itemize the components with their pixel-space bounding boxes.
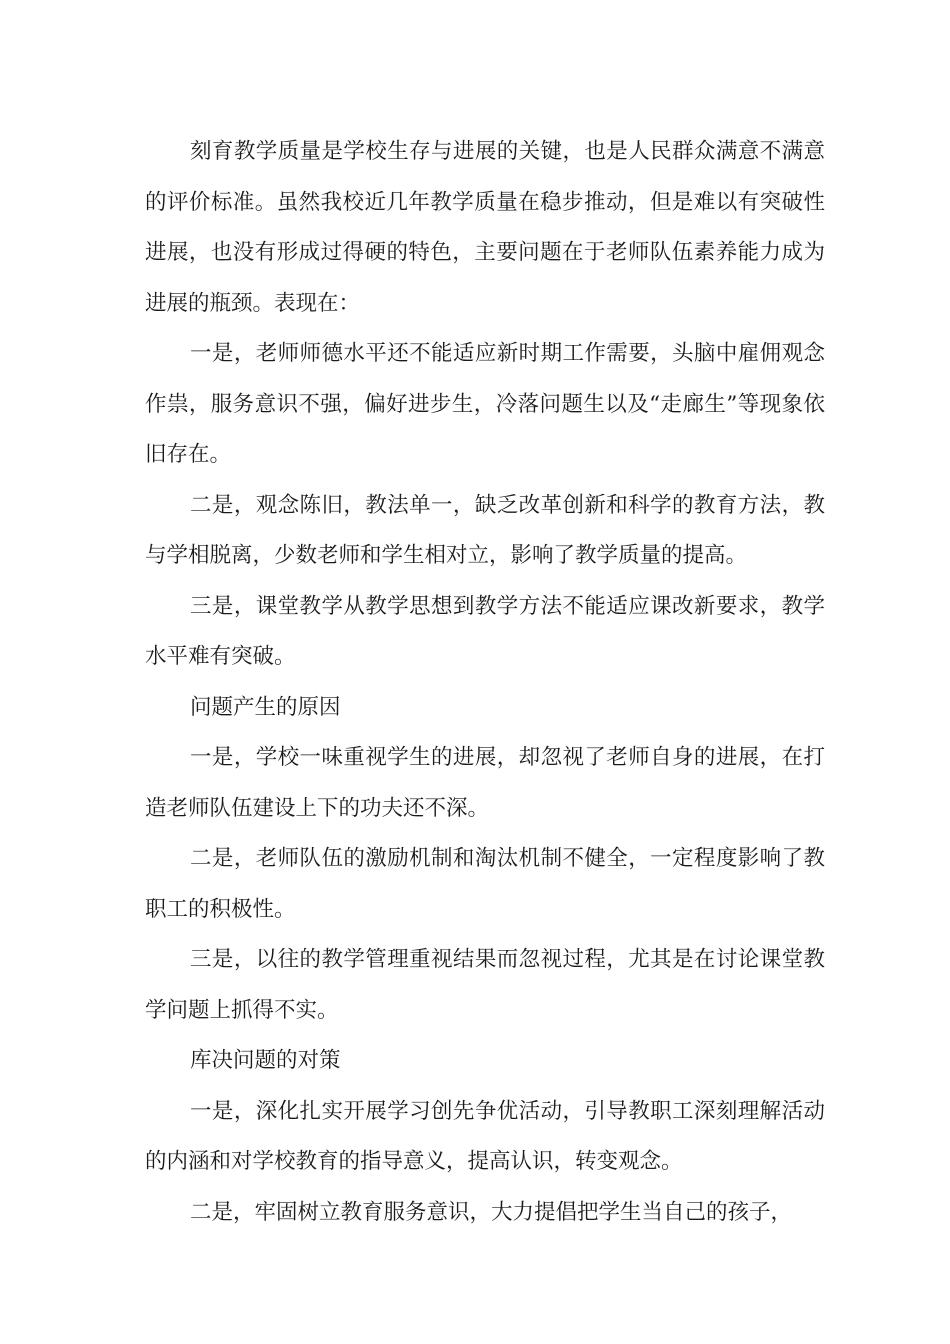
paragraph-problem-1: 一是，老师师德水平还不能适应新时期工作需要，头脑中雇佣观念作祟，服务意识不强，偏好进步生，冷落问题生以及“走廊生”等现象依旧存在。 [145, 341, 825, 467]
paragraph-problem-2: 二是，观念陈旧，教法单一，缺乏改革创新和科学的教育方法，教与学相脱离，少数老师和学生相对立，影响了教学质量的提高。 [145, 492, 825, 568]
section-heading-solutions: 库决问题的对策 [190, 1048, 341, 1073]
paragraph-problem-3: 三是，课堂教学从教学思想到教学方法不能适应课改新要求，教学水平难有突破。 [145, 593, 825, 669]
paragraph-quality-intro: 刻育教学质量是学校生存与进展的关键，也是人民群众满意不满意的评价标准。虽然我校近几年教学质量在稳步推动，但是难以有突破性进展，也没有形成过得硬的特色，主要问题在于老师队伍素养能力成为进展的瓶颈。表现在： [145, 139, 825, 316]
paragraph-cause-2: 二是，老师队伍的激励机制和淘汰机制不健全，一定程度影响了教职工的积极性。 [145, 846, 825, 922]
section-heading-causes: 问题产生的原因 [190, 694, 341, 720]
paragraph-solution-1: 一是，深化扎实开展学习创先争优活动，引导教职工深刻理解活动的内涵和对学校教育的指导意义，提高认识，转变观念。 [145, 1098, 825, 1174]
paragraph-cause-3: 三是，以往的教学管理重视结果而忽视过程，尤其是在讨论课堂教学问题上抓得不实。 [145, 947, 825, 1023]
document-body [145, 127, 825, 1238]
paragraph-solution-2: 二是，牢固树立教育服务意识，大力提倡把学生当自己的孩子， [190, 1199, 793, 1225]
paragraph-cause-1: 一是，学校一味重视学生的进展，却忽视了老师自身的进展，在打造老师队伍建设上下的功夫还不深。 [145, 745, 825, 821]
